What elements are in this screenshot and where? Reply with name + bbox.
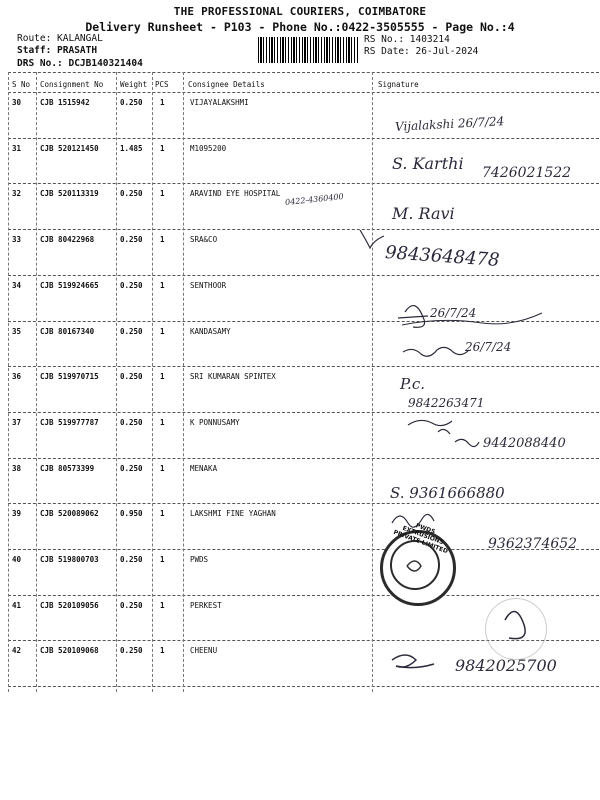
row-pcs: 1 <box>160 464 165 473</box>
row-weight: 0.250 <box>120 418 143 427</box>
row-consignee: PERKEST <box>190 601 222 610</box>
route-label: Route: KALANGAL <box>17 33 103 44</box>
company-title: THE PROFESSIONAL COURIERS, COIMBATORE <box>173 5 427 18</box>
row-consignment-no: CJB 519970715 <box>40 372 99 381</box>
row-weight: 0.250 <box>120 464 143 473</box>
row-consignment-no: CJB 519800703 <box>40 555 99 564</box>
row-consignment-no: CJB 80422968 <box>40 235 95 244</box>
col-header-pcs: PCS <box>155 80 169 89</box>
row-pcs: 1 <box>160 372 165 381</box>
row-consignment-no: CJB 520113319 <box>40 189 99 198</box>
row-sno: 40 <box>12 555 22 564</box>
signature-32-phone: 0422-4360400 <box>284 191 345 208</box>
staff-label: Staff: PRASATH <box>17 45 98 56</box>
row-pcs: 1 <box>160 601 165 610</box>
row-consignee: MENAKA <box>190 464 218 473</box>
row-consignment-no: CJB 520089062 <box>40 509 99 518</box>
row-consignment-no: CJB 80167340 <box>40 327 95 336</box>
drs-number: DRS No.: DCJB140321404 <box>17 58 143 69</box>
row-sno: 36 <box>12 372 22 381</box>
row-pcs: 1 <box>160 555 165 564</box>
row-consignment-no: CJB 1515942 <box>40 98 90 107</box>
signature-33: 9843648478 <box>384 242 501 271</box>
row-weight: 0.250 <box>120 372 143 381</box>
row-consignee: CHEENU <box>190 646 218 655</box>
row-consignee: SENTHOOR <box>190 281 227 290</box>
signature-35: 26/7/24 <box>465 340 512 354</box>
row-consignee: SRI KUMARAN SPINTEX <box>190 372 276 381</box>
col-header-consignee: Consignee Details <box>188 80 265 89</box>
row-weight: 0.250 <box>120 327 143 336</box>
signature-31-phone: 7426021522 <box>482 165 572 181</box>
row-consignee: SRA&CO <box>190 235 218 244</box>
row-pcs: 1 <box>160 144 165 153</box>
signature-31-name: S. Karthi <box>392 154 464 173</box>
col-header-signature: Signature <box>378 80 419 89</box>
row-weight: 1.485 <box>120 144 143 153</box>
row-consignment-no: CJB 520109068 <box>40 646 99 655</box>
row-weight: 0.250 <box>120 189 143 198</box>
signature-42: 9842025700 <box>455 656 557 675</box>
row-consignee: ARAVIND EYE HOSPITAL <box>190 189 281 198</box>
faded-stamp <box>485 598 547 660</box>
signature-36-name: P.c. <box>400 375 425 393</box>
row-sno: 38 <box>12 464 22 473</box>
runsheet-title: Delivery Runsheet - P103 - Phone No.:0422-3505555 - Page No.:4 <box>85 20 515 34</box>
row-pcs: 1 <box>160 189 165 198</box>
signature-38: S. 9361666880 <box>390 484 505 502</box>
row-pcs: 1 <box>160 281 165 290</box>
rs-number: RS No.: 1403214 <box>364 34 450 45</box>
row-consignment-no: CJB 520109056 <box>40 601 99 610</box>
row-pcs: 1 <box>160 509 165 518</box>
row-weight: 0.250 <box>120 235 143 244</box>
signature-36-phone: 9842263471 <box>408 396 485 410</box>
stamp-text: PWDS EXTRUSIONS PRIVATE LIMITED <box>392 522 449 556</box>
row-weight: 0.250 <box>120 555 143 564</box>
row-consignee: LAKSHMI FINE YAGHAN <box>190 509 276 518</box>
row-pcs: 1 <box>160 646 165 655</box>
row-sno: 37 <box>12 418 22 427</box>
row-consignee: M1095200 <box>190 144 227 153</box>
col-header-sno: S No <box>12 80 31 89</box>
row-weight: 0.250 <box>120 98 143 107</box>
row-weight: 0.250 <box>120 601 143 610</box>
row-consignment-no: CJB 519977787 <box>40 418 99 427</box>
col-header-weight: Weight <box>120 80 148 89</box>
signature-37: 9442088440 <box>483 436 566 451</box>
row-sno: 34 <box>12 281 22 290</box>
row-pcs: 1 <box>160 418 165 427</box>
col-header-consignment: Consignment No <box>40 80 104 89</box>
signature-34: 26/7/24 <box>430 306 477 320</box>
rs-date: RS Date: 26-Jul-2024 <box>364 46 479 57</box>
company-stamp <box>380 522 456 606</box>
row-weight: 0.250 <box>120 646 143 655</box>
row-sno: 33 <box>12 235 22 244</box>
signature-39: 9362374652 <box>488 536 578 552</box>
row-sno: 42 <box>12 646 22 655</box>
row-consignee: KANDASAMY <box>190 327 231 336</box>
row-consignee: VIJAYALAKSHMI <box>190 98 249 107</box>
signature-30: Vijalakshi 26/7/24 <box>394 114 505 134</box>
row-consignment-no: CJB 519924665 <box>40 281 99 290</box>
row-consignee: PWDS <box>190 555 209 564</box>
row-sno: 39 <box>12 509 22 518</box>
row-pcs: 1 <box>160 327 165 336</box>
row-sno: 30 <box>12 98 22 107</box>
signature-32-name: M. Ravi <box>392 204 455 223</box>
row-consignment-no: CJB 80573399 <box>40 464 95 473</box>
row-sno: 31 <box>12 144 22 153</box>
row-weight: 0.950 <box>120 509 143 518</box>
row-pcs: 1 <box>160 98 165 107</box>
row-sno: 41 <box>12 601 22 610</box>
row-consignee: K PONNUSAMY <box>190 418 240 427</box>
row-sno: 32 <box>12 189 22 198</box>
row-consignment-no: CJB 520121450 <box>40 144 99 153</box>
row-pcs: 1 <box>160 235 165 244</box>
row-sno: 35 <box>12 327 22 336</box>
row-weight: 0.250 <box>120 281 143 290</box>
